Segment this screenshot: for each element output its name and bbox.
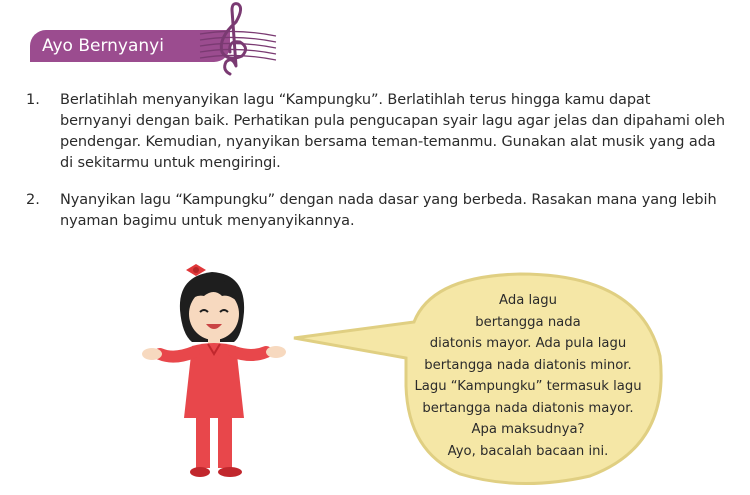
girl-illustration <box>134 258 294 488</box>
instruction-text: Berlatihlah menyanyikan lagu “Kampungku”. Berlatihlah terus hingga kamu dapat bernyanyi dengan baik. Perhatikan pula pengucapan syair lagu agar jelas dan dipahami oleh pendengar. Kemudian, nyanyikan bersama teman-temanmu. Gunakan alat musik yang ada di sekitarmu untuk mengiringi. <box>60 92 725 171</box>
bubble-line: bertangga nada diatonis minor. <box>424 357 632 373</box>
bubble-line: bertangga nada diatonis mayor. <box>422 400 634 416</box>
bubble-line: diatonis mayor. Ada pula lagu <box>429 336 627 351</box>
bubble-line: bertangga nada <box>475 314 581 330</box>
bubble-line: Lagu “Kampungku” termasuk lagu <box>414 379 642 394</box>
instruction-text: Nyanyikan lagu “Kampungku” dengan nada dasar yang berbeda. Rasakan mana yang lebih nyaman bagimu untuk menyanyikannya. <box>60 192 717 229</box>
instruction-item-2 <box>26 190 726 232</box>
bubble-line: Apa maksudnya? <box>471 422 585 437</box>
instruction-number: 2. <box>26 192 40 208</box>
instruction-item-1 <box>26 90 726 174</box>
section-title: Ayo Bernyanyi <box>42 36 164 56</box>
instruction-number: 1. <box>26 92 40 108</box>
bubble-line: Ayo, bacalah bacaan ini. <box>447 443 609 459</box>
bubble-line: Ada lagu <box>499 293 557 308</box>
instruction-list <box>26 90 726 248</box>
speech-bubble-text <box>398 290 658 462</box>
treble-clef-icon <box>196 0 278 80</box>
